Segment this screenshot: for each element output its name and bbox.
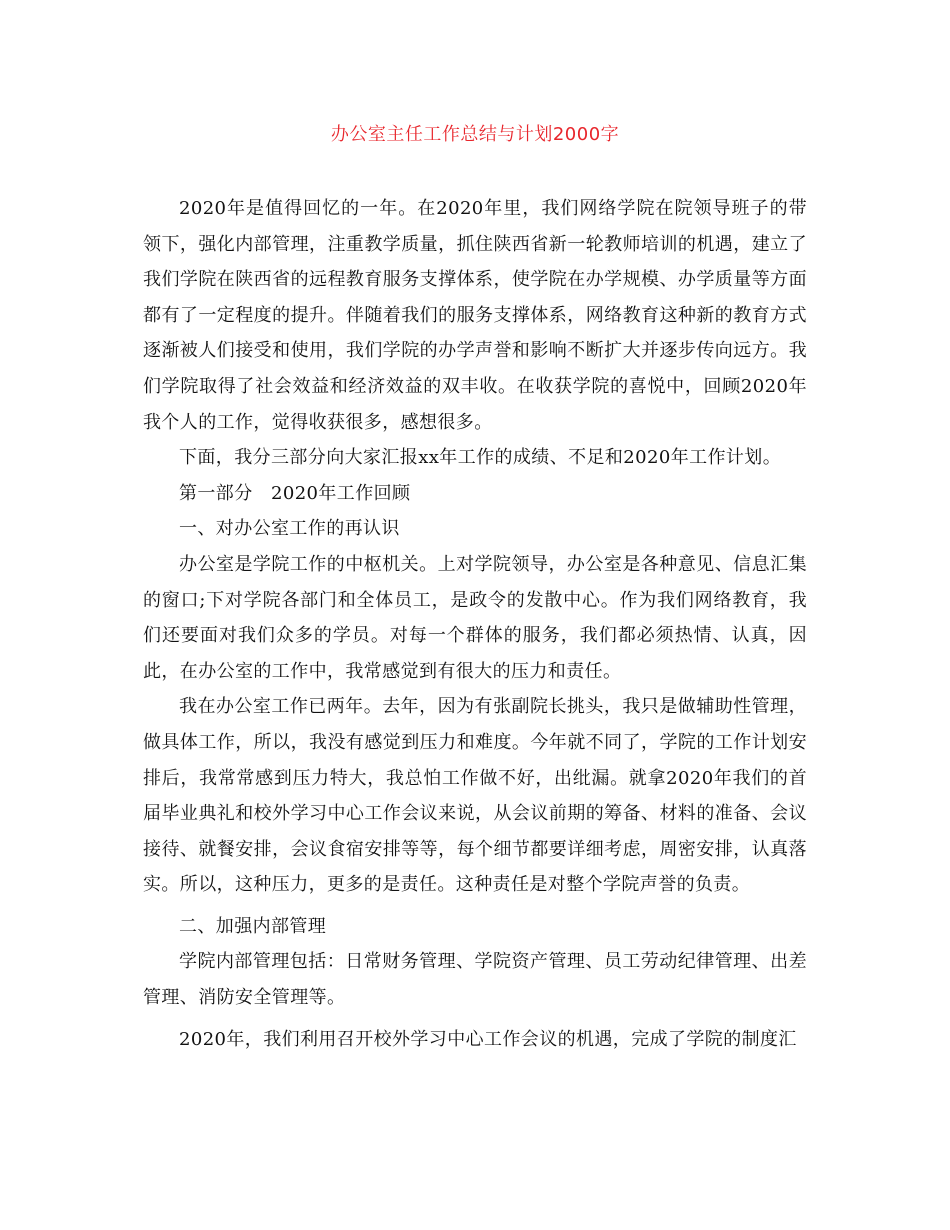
subheading-internal-management: 二、加强内部管理	[179, 915, 327, 937]
subheading-office-understanding: 一、对办公室工作的再认识	[179, 518, 400, 540]
section-heading-part-one: 第一部分 2020年工作回顾	[179, 482, 411, 504]
paragraph-report-outline: 下面，我分三部分向大家汇报xx年工作的成绩、不足和2020年工作计划。	[179, 447, 782, 469]
document-body	[143, 191, 807, 1057]
paragraph-office-role: 办公室是学院工作的中枢机关。上对学院领导，办公室是各种意见、信息汇集的窗口;下对学院各部门和全体员工，是政令的发散中心。作为我们网络教育，我们还要面对我们众多的学员。对每一个群体的服务，我们都必须热情、认真，因此，在办公室的工作中，我常感觉到有很大的压力和责任。	[143, 553, 807, 682]
document-title: 办公室主任工作总结与计划2000字	[330, 124, 620, 145]
paragraph-intro: 2020年是值得回忆的一年。在2020年里，我们网络学院在院领导班子的带领下，强化内部管理，注重教学质量，抓住陕西省新一轮教师培训的机遇，建立了我们学院在陕西省的远程教育服务支撑体系，使学院在办学规模、办学质量等方面都有了一定程度的提升。伴随着我们的服务支撑体系，网络教育这种新的教育方式逐渐被人们接受和使用，我们学院的办学声誉和影响不断扩大并逐步传向远方。我们学院取得了社会效益和经济效益的双丰收。在收获学院的喜悦中，回顾2020年我个人的工作，觉得收获很多，感想很多。	[143, 198, 807, 433]
paragraph-system-compilation: 2020年，我们利用召开校外学习中心工作会议的机遇，完成了学院的制度汇	[179, 1028, 797, 1050]
paragraph-work-experience: 我在办公室工作已两年。去年，因为有张副院长挑头，我只是做辅助性管理，做具体工作，所以，我没有感觉到压力和难度。今年就不同了，学院的工作计划安排后，我常常感到压力特大，我总怕工作做不好，出纰漏。就拿2020年我们的首届毕业典礼和校外学习中心工作会议来说，从会议前期的筹备、材料的准备、会议接待、就餐安排，会议食宿安排等等，每个细节都要详细考虑，周密安排，认真落实。所以，这种压力，更多的是责任。这种责任是对整个学院声誉的负责。	[143, 696, 807, 896]
paragraph-management-scope: 学院内部管理包括：日常财务管理、学院资产管理、员工劳动纪律管理、出差管理、消防安全管理等。	[143, 951, 807, 1009]
